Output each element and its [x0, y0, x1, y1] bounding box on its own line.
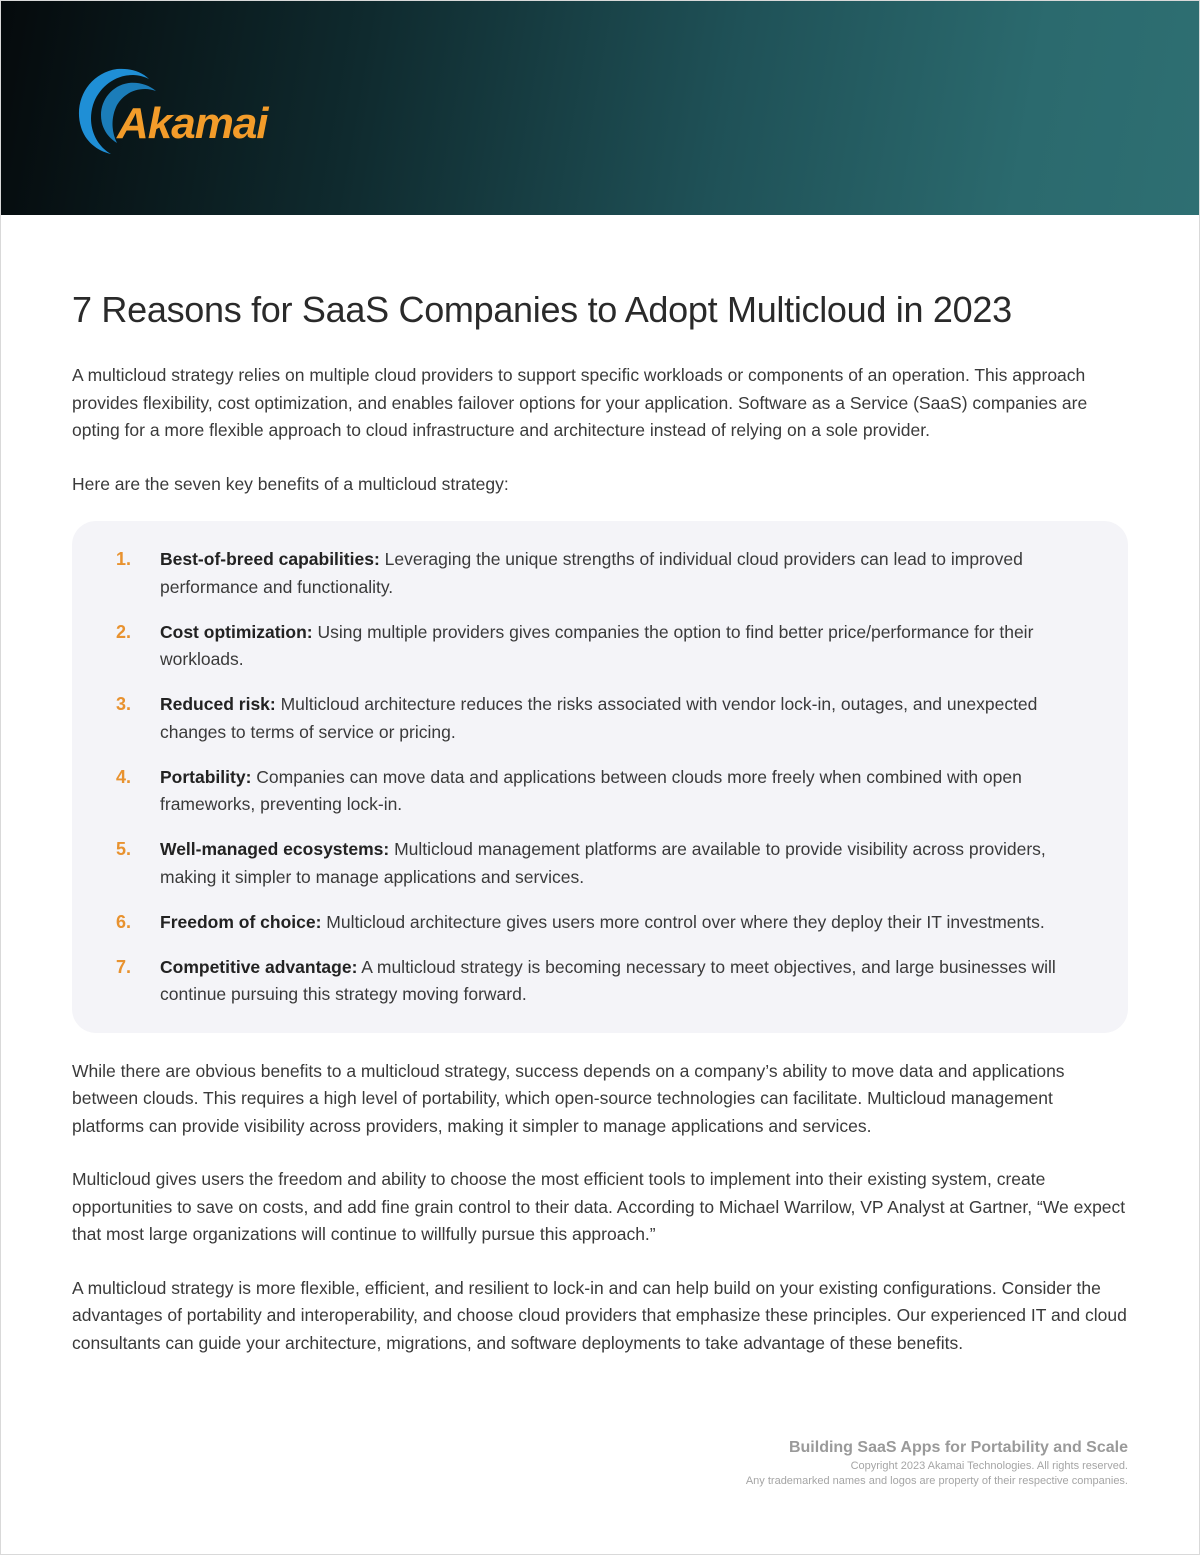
- benefit-term: Competitive advantage:: [160, 956, 358, 977]
- benefits-panel: [72, 521, 1128, 1033]
- benefit-text: Leveraging the unique strengths of individual cloud providers can lead to improved performance and functionality.: [160, 549, 1023, 597]
- benefit-item: [116, 691, 1088, 746]
- benefit-term: Reduced risk:: [160, 694, 276, 714]
- benefit-item: [116, 546, 1088, 601]
- benefits-lead: Here are the seven key benefits of a multicloud strategy:: [72, 473, 509, 494]
- benefit-text: Using multiple providers gives companies the option to find better price/performance for their workloads.: [160, 621, 1034, 669]
- benefit-number: 2.: [116, 621, 132, 642]
- benefit-text: A multicloud strategy is becoming necessary to meet objectives, and large businesses will continue pursuing this strategy moving forward.: [160, 956, 1056, 1004]
- benefit-term: Best-of-breed capabilities:: [160, 549, 380, 569]
- benefit-item: [116, 619, 1088, 674]
- benefit-number: 5.: [116, 839, 132, 859]
- benefit-item: [116, 909, 1088, 937]
- header-banner: [1, 1, 1199, 215]
- document-body: [72, 280, 1128, 1357]
- benefit-number: 6.: [116, 911, 132, 932]
- benefit-text: Multicloud architecture gives users more control over where they deploy their IT investments.: [321, 911, 1045, 932]
- intro-paragraph: A multicloud strategy relies on multiple cloud providers to support specific workloads or components of an operation. This approach provides flexibility, cost optimization, and enables failover options for your application. Software as a Service (SaaS) companies are opting for a more flexible approach to cloud infrastructure and architecture instead of relying on a sole provider.: [72, 365, 1088, 440]
- akamai-logo: [73, 61, 303, 161]
- benefit-item: [116, 764, 1088, 819]
- benefit-item: [116, 954, 1088, 1009]
- benefit-term: Well-managed ecosystems:: [160, 839, 390, 859]
- footer-trademark: Any trademarked names and logos are property of their respective companies.: [745, 1475, 1128, 1487]
- benefit-number: 1.: [116, 549, 132, 569]
- benefit-term: Portability:: [160, 766, 252, 787]
- benefit-number: 3.: [116, 694, 132, 714]
- footer-copyright: Copyright 2023 Akamai Technologies. All rights reserved.: [850, 1460, 1128, 1472]
- benefit-number: 7.: [116, 956, 132, 977]
- benefit-term: Freedom of choice:: [160, 911, 322, 932]
- benefit-text: Multicloud architecture reduces the risks associated with vendor lock-in, outages, and unexpected changes to terms of service or pricing.: [160, 694, 1038, 742]
- benefit-number: 4.: [116, 766, 132, 787]
- body-paragraph: While there are obvious benefits to a multicloud strategy, success depends on a company’s ability to move data and applications between clouds. This requires a high level of portability, which open-source technologies can facilitate. Multicloud management platforms can provide visibility across providers, making it simpler to manage applications and services.: [72, 1060, 1065, 1136]
- brand-name: Akamai: [117, 99, 268, 148]
- page-footer: [746, 1437, 1128, 1489]
- body-paragraph: Multicloud gives users the freedom and ability to choose the most efficient tools to implement into their existing system, create opportunities to save on costs, and add fine grain control to their data. According to Michael Warrilow, VP Analyst at Gartner, “We expect that most large organizations will continue to willfully pursue this approach.”: [72, 1169, 1126, 1244]
- page-title: 7 Reasons for SaaS Companies to Adopt Multicloud in 2023: [72, 289, 1012, 330]
- benefit-text: Companies can move data and applications between clouds more freely when combined with open frameworks, preventing lock-in.: [160, 766, 1022, 814]
- benefit-term: Cost optimization:: [160, 621, 313, 642]
- body-paragraph: A multicloud strategy is more flexible, efficient, and resilient to lock-in and can help build on your existing configurations. Consider the advantages of portability and interoperability, and choose cloud providers that emphasize these principles. Our experienced IT and cloud consultants can guide your architecture, migrations, and software deployments to take advantage of these benefits.: [72, 1277, 1127, 1353]
- benefit-text: Multicloud management platforms are available to provide visibility across providers, making it simpler to manage applications and services.: [160, 839, 1046, 887]
- footer-title: Building SaaS Apps for Portability and Scale: [788, 1439, 1128, 1456]
- benefits-list: [116, 546, 1088, 1009]
- benefit-item: [116, 836, 1088, 891]
